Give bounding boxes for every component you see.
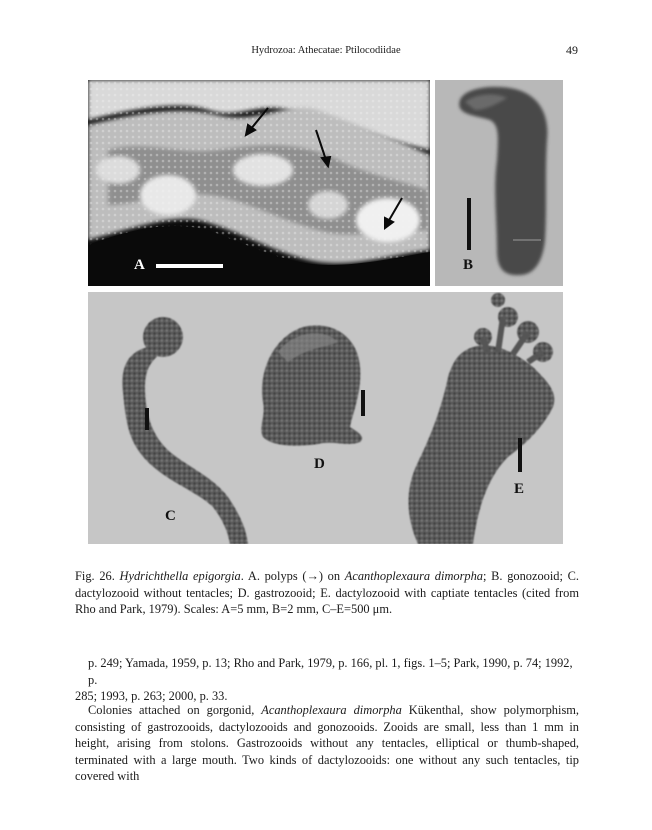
- caption-part1: . A. polyps (→) on: [240, 569, 345, 583]
- panel-label-b: B: [463, 257, 474, 273]
- panel-label-c: C: [165, 508, 176, 524]
- caption-host: Acanthoplexaura dimorpha: [344, 569, 483, 583]
- page-number: 49: [566, 43, 578, 57]
- body-paragraph: [75, 702, 579, 785]
- reference-line-2: 285; 1993, p. 263; 2000, p. 33.: [75, 689, 228, 704]
- panel-label-d: D: [314, 456, 325, 472]
- figure-panel-b: [435, 80, 563, 286]
- body-part2: Kükenthal, show polymorphism, consisting of gastrozooids, dactylozooids and gonozooids. Zooids are small, less than 1 mm in height, arising from stolons. Gastrozooids without any tentacles, elliptical or thumb-shaped, terminated with a large mouth. Two kinds of dactylozooids: one without any such tentacles, tip covered with: [75, 703, 580, 784]
- figure-caption: [75, 568, 579, 618]
- reference-list: [75, 655, 579, 705]
- panel-b-image: [435, 80, 563, 286]
- panel-label-e: E: [514, 481, 525, 497]
- caption-fig-number: Fig. 26.: [75, 569, 115, 583]
- panel-a-image: [88, 80, 430, 286]
- figure-panel-cde: [88, 292, 563, 544]
- body-host: Acanthoplexaura dimorpha: [261, 703, 402, 717]
- panel-cde-image: [88, 292, 563, 544]
- reference-line-1: p. 249; Yamada, 1959, p. 13; Rho and Park, 1979, p. 166, pl. 1, figs. 1–5; Park, 1990, p. 74; 1992, p.: [88, 656, 573, 687]
- running-title: Hydrozoa: Athecatae: Ptilocodiidae: [251, 45, 401, 56]
- caption-part2: ; B. gonozooid; C. dactylozooid without tentacles; D. gastrozooid; E. dactylozooid with captiate tentacles (cited from Rho and Park, 1979). Scales: A=5 mm, B=2 mm, C–E=500 μm.: [75, 569, 579, 617]
- body-part1: Colonies attached on gorgonid,: [88, 703, 262, 717]
- figure-panel-a: [88, 80, 430, 286]
- caption-species: Hydrichthella epigorgia: [119, 569, 241, 583]
- panel-label-a: A: [134, 257, 145, 273]
